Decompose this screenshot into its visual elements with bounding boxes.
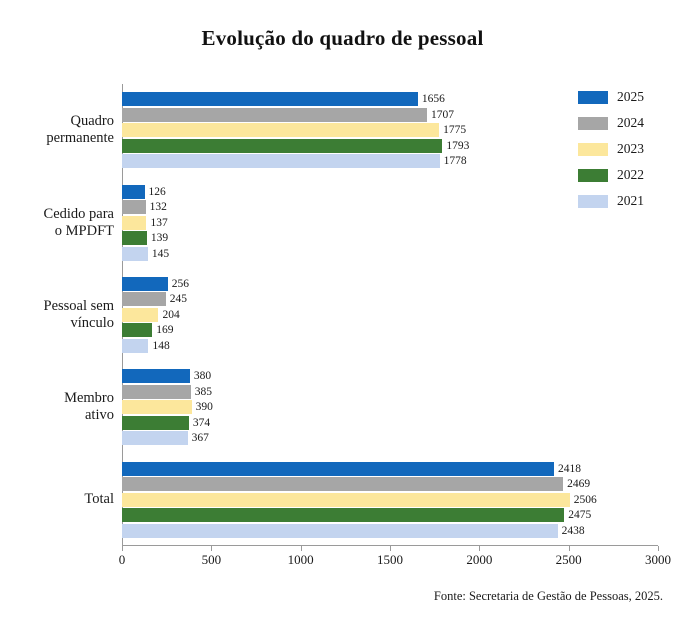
bar-value-label: 2438 [561, 524, 585, 537]
bar-row[interactable] [122, 493, 597, 507]
bar-value-label: 132 [149, 201, 167, 214]
bar-value-label: 145 [151, 247, 170, 260]
legend-swatch [578, 143, 608, 156]
bar[interactable] [122, 462, 554, 476]
bar[interactable] [122, 431, 188, 445]
bar-row[interactable] [122, 216, 168, 230]
bar-row[interactable] [122, 247, 169, 261]
bar[interactable] [122, 123, 439, 137]
bar-row[interactable] [122, 308, 180, 322]
bar-value-label: 380 [193, 370, 212, 383]
category-label [2, 491, 114, 508]
category-label-line: o MPDFT [54, 222, 114, 239]
x-axis-tick [301, 546, 302, 551]
legend-item[interactable] [578, 164, 682, 186]
legend-swatch [578, 169, 608, 182]
x-axis-tick [658, 546, 659, 551]
bar[interactable] [122, 400, 192, 414]
bar-row[interactable] [122, 385, 212, 399]
category-label-line: Quadro [70, 113, 114, 130]
bar[interactable] [122, 247, 148, 261]
category-label [2, 298, 114, 332]
bar-value-label: 245 [169, 293, 188, 306]
bar-row[interactable] [122, 292, 187, 306]
x-axis-tick [479, 546, 480, 551]
x-axis-tick-label: 0 [118, 552, 126, 567]
category-label-line: vínculo [70, 315, 114, 331]
bar[interactable] [122, 308, 158, 322]
x-axis-tick [122, 546, 123, 551]
bar-row[interactable] [122, 369, 211, 383]
legend-swatch [578, 195, 608, 208]
category-label [2, 390, 114, 424]
bar-row[interactable] [122, 123, 466, 137]
bar-row[interactable] [122, 185, 166, 199]
bar[interactable] [122, 108, 427, 122]
bar-value-label: 2469 [567, 478, 591, 491]
bar-value-label: 385 [194, 385, 213, 398]
bar-value-label: 2475 [568, 509, 592, 522]
legend-item[interactable] [578, 86, 682, 108]
bar-group [122, 269, 658, 361]
legend-label: 2025 [617, 89, 644, 104]
bar-row[interactable] [122, 92, 445, 106]
bar-value-label: 374 [192, 416, 211, 429]
bar-value-label: 137 [150, 216, 168, 229]
bar-value-label: 1778 [443, 155, 467, 168]
chart-legend [578, 86, 682, 216]
bar-row[interactable] [122, 508, 591, 522]
bar[interactable] [122, 416, 189, 430]
bar[interactable] [122, 139, 442, 153]
category-label-line: Pessoal sem [43, 298, 114, 314]
category-label-line: Total [84, 491, 114, 508]
bar[interactable] [122, 185, 145, 199]
bar-value-label: 367 [191, 432, 209, 445]
legend-item[interactable] [578, 138, 682, 160]
bar[interactable] [122, 292, 166, 306]
legend-item[interactable] [578, 190, 682, 212]
bar[interactable] [122, 200, 146, 214]
bar[interactable] [122, 92, 418, 106]
bar-value-label: 1707 [430, 108, 454, 121]
bar-group [122, 454, 658, 546]
x-axis-tick [390, 546, 391, 551]
bar[interactable] [122, 277, 168, 291]
x-axis-tick-label: 2500 [555, 552, 582, 567]
bar[interactable] [122, 385, 191, 399]
bar-row[interactable] [122, 200, 167, 214]
bar-row[interactable] [122, 431, 209, 445]
bar-row[interactable] [122, 277, 189, 291]
bar-value-label: 1775 [443, 124, 467, 137]
legend-label: 2023 [617, 141, 644, 156]
bar-row[interactable] [122, 339, 170, 353]
bar-value-label: 139 [150, 232, 169, 245]
category-axis-labels [0, 84, 114, 546]
x-axis-tick [569, 546, 570, 551]
category-label-line: ativo [85, 407, 114, 424]
bar-row[interactable] [122, 524, 585, 538]
bar-row[interactable] [122, 108, 454, 122]
x-axis-tick-label: 1000 [287, 552, 314, 567]
x-axis-tick-label: 1500 [377, 552, 403, 567]
bar-value-label: 169 [156, 324, 174, 337]
category-label-line: Cedido para [43, 205, 114, 222]
bar[interactable] [122, 216, 146, 230]
legend-swatch [578, 91, 608, 104]
bar-row[interactable] [122, 323, 173, 337]
bar-row[interactable] [122, 477, 590, 491]
bar-row[interactable] [122, 154, 467, 168]
bar[interactable] [122, 493, 570, 507]
bar[interactable] [122, 231, 147, 245]
bar-group [122, 361, 658, 453]
category-label [2, 206, 114, 240]
x-axis-tick-label: 500 [201, 552, 222, 567]
x-axis-tick [211, 546, 212, 551]
legend-label: 2022 [617, 167, 644, 182]
bar-row[interactable] [122, 400, 213, 414]
bar[interactable] [122, 508, 564, 522]
bar-row[interactable] [122, 139, 469, 153]
source-note: Fonte: Secretaria de Gestão de Pessoas, 2025. [433, 589, 663, 603]
bar-value-label: 390 [195, 401, 213, 414]
legend-label: 2021 [617, 193, 644, 208]
bar-value-label: 126 [148, 185, 166, 198]
bar-value-label: 204 [162, 308, 180, 321]
bar-value-label: 2418 [558, 462, 582, 475]
bar-row[interactable] [122, 231, 168, 245]
bar-value-label: 2506 [573, 493, 597, 506]
category-label [2, 113, 114, 147]
bar[interactable] [122, 339, 148, 353]
bar-row[interactable] [122, 462, 581, 476]
bar[interactable] [122, 369, 190, 383]
x-axis-tick-label: 2000 [466, 552, 493, 567]
bar-value-label: 1793 [446, 139, 470, 152]
bar[interactable] [122, 524, 558, 538]
chart-title: Evolução do quadro de pessoal [201, 26, 484, 50]
x-axis-tick-label: 3000 [645, 552, 671, 567]
bar[interactable] [122, 154, 440, 168]
bar-value-label: 148 [152, 339, 170, 352]
bar[interactable] [122, 477, 563, 491]
bar-value-label: 256 [171, 277, 189, 290]
legend-label: 2024 [617, 115, 644, 130]
category-label-line: permanente [46, 130, 114, 147]
category-label-line: Membro [64, 390, 114, 407]
bar-value-label: 1656 [421, 93, 445, 106]
legend-item[interactable] [578, 112, 682, 134]
bar[interactable] [122, 323, 152, 337]
x-axis [118, 546, 671, 570]
bar-row[interactable] [122, 416, 210, 430]
legend-swatch [578, 117, 608, 130]
